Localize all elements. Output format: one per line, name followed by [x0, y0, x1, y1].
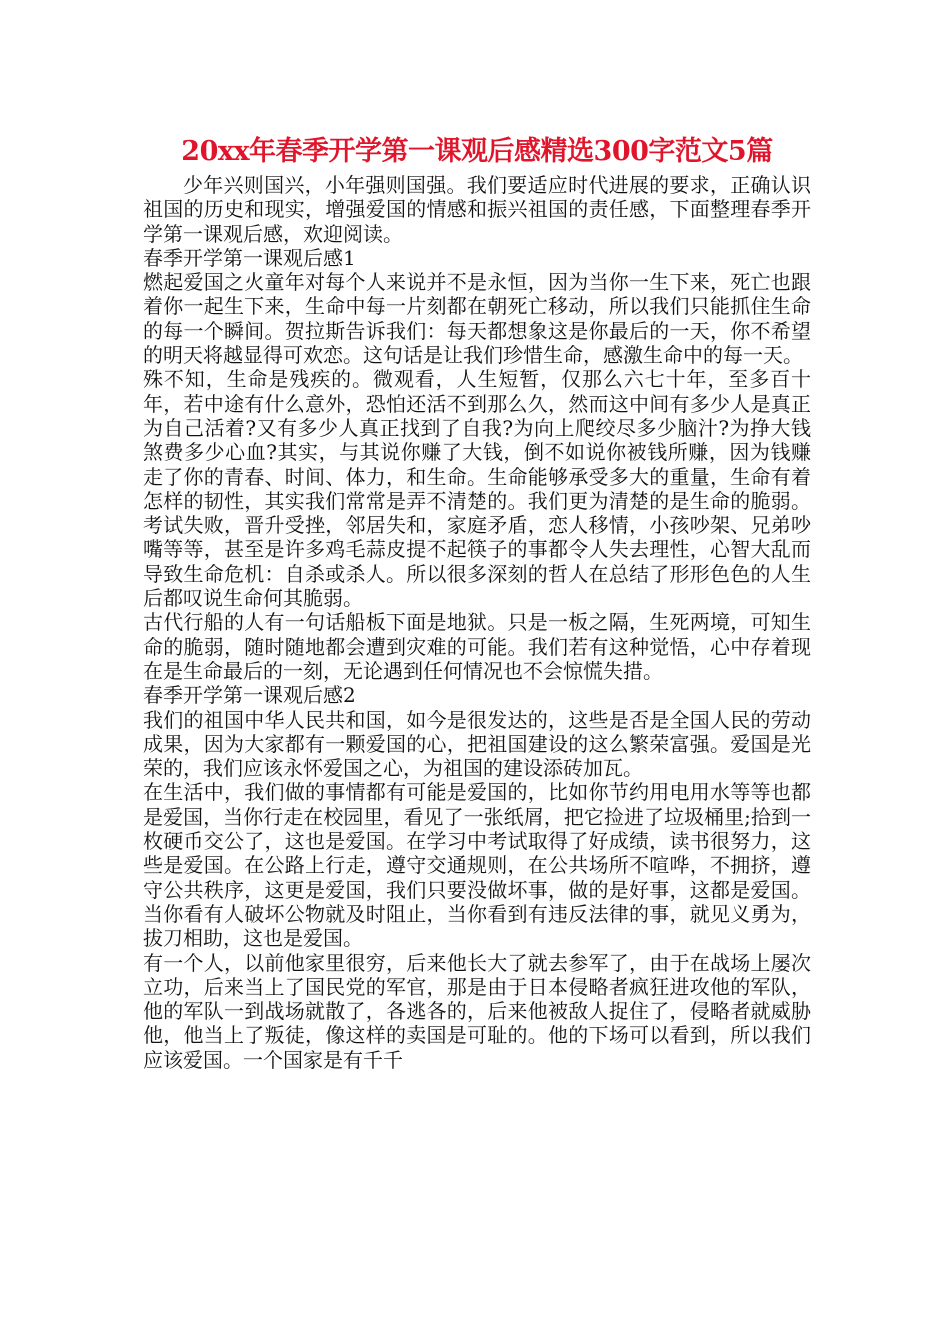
body-paragraph: 燃起爱国之火童年对每个人来说并不是永恒，因为当你一生下来，死亡也跟着你一起生下来，生命中每一片刻都在朝死亡移动，所以我们只能抓住生命的每一个瞬间。贺拉斯告诉我们：每天都想象这是你最后的一天，你不希望的明天将越显得可欢恋。这句话是让我们珍惜生命，感激生命中的每一天。 [143, 270, 811, 368]
body-paragraph: 古代行船的人有一句话船板下面是地狱。只是一板之隔，生死两境，可知生命的脆弱，随时随地都会遭到灾难的可能。我们若有这种觉悟，心中存着现在是生命最后的一刻，无论遇到任何情况也不会惊慌失措。 [143, 610, 811, 683]
body-paragraph: 在生活中，我们做的事情都有可能是爱国的，比如你节约用电用水等等也都是爱国，当你行走在校园里，看见了一张纸屑，把它捡进了垃圾桶里;拾到一枚硬币交公了，这也是爱国。在学习中考试取得了好成绩，读书很努力，这些是爱国。在公路上行走，遵守交通规则，在公共场所不喧哗，不拥挤，遵守公共秩序，这更是爱国，我们只要没做坏事，做的是好事，这都是爱国。当你看有人破坏公物就及时阻止，当你看到有违反法律的事，就见义勇为，拔刀相助，这也是爱国。 [143, 780, 811, 951]
body-paragraph: 有一个人，以前他家里很穷，后来他长大了就去参军了，由于在战场上屡次立功，后来当上了国民党的军官，那是由于日本侵略者疯狂进攻他的军队，他的军队一到战场就散了，各逃各的，后来他被敌人捉住了，侵略者就威胁他，他当上了叛徒，像这样的卖国是可耻的。他的下场可以看到，所以我们应该爱国。一个国家是有千千 [143, 950, 811, 1072]
document-title: 20xx年春季开学第一课观后感精选300字范文5篇 [181, 136, 773, 167]
body-paragraph: 我们的祖国中华人民共和国，如今是很发达的，这些是否是全国人民的劳动成果，因为大家都有一颗爱国的心，把祖国建设的这么繁荣富强。爱国是光荣的，我们应该永怀爱国之心，为祖国的建设添砖加瓦。 [143, 707, 811, 781]
intro-paragraph: 少年兴则国兴，小年强则国强。我们要适应时代进展的要求，正确认识祖国的历史和现实，增强爱国的情感和振兴祖国的责任感，下面整理春季开学第一课观后感，欢迎阅读。 [143, 173, 811, 246]
section-2 [143, 683, 811, 1072]
section-heading: 春季开学第一课观后感2 [143, 683, 356, 708]
section-1 [143, 246, 811, 683]
section-heading: 春季开学第一课观后感1 [143, 245, 356, 270]
body-paragraph: 殊不知，生命是残疾的。微观看，人生短暂，仅那么六七十年，至多百十年，若中途有什么意外，恐怕还活不到那么久，然而这中间有多少人是真正为自己活着?又有多少人真正找到了自我?为向上爬绞尽多少脑汁?为挣大钱煞费多少心血?其实，与其说你赚了大钱，倒不如说你被钱所赚，因为钱赚走了你的青春、时间、体力，和生命。生命能够承受多大的重量，生命有着怎样的韧性，其实我们常常是弄不清楚的。我们更为清楚的是生命的脆弱。考试失败，晋升受挫，邻居失和，家庭矛盾，恋人移情，小孩吵架、兄弟吵嘴等等，甚至是许多鸡毛蒜皮提不起筷子的事都令人失去理性，心智大乱而导致生命危机：自杀或杀人。所以很多深刻的哲人在总结了形形色色的人生后都叹说生命何其脆弱。 [143, 367, 811, 611]
document-page [143, 134, 811, 1072]
